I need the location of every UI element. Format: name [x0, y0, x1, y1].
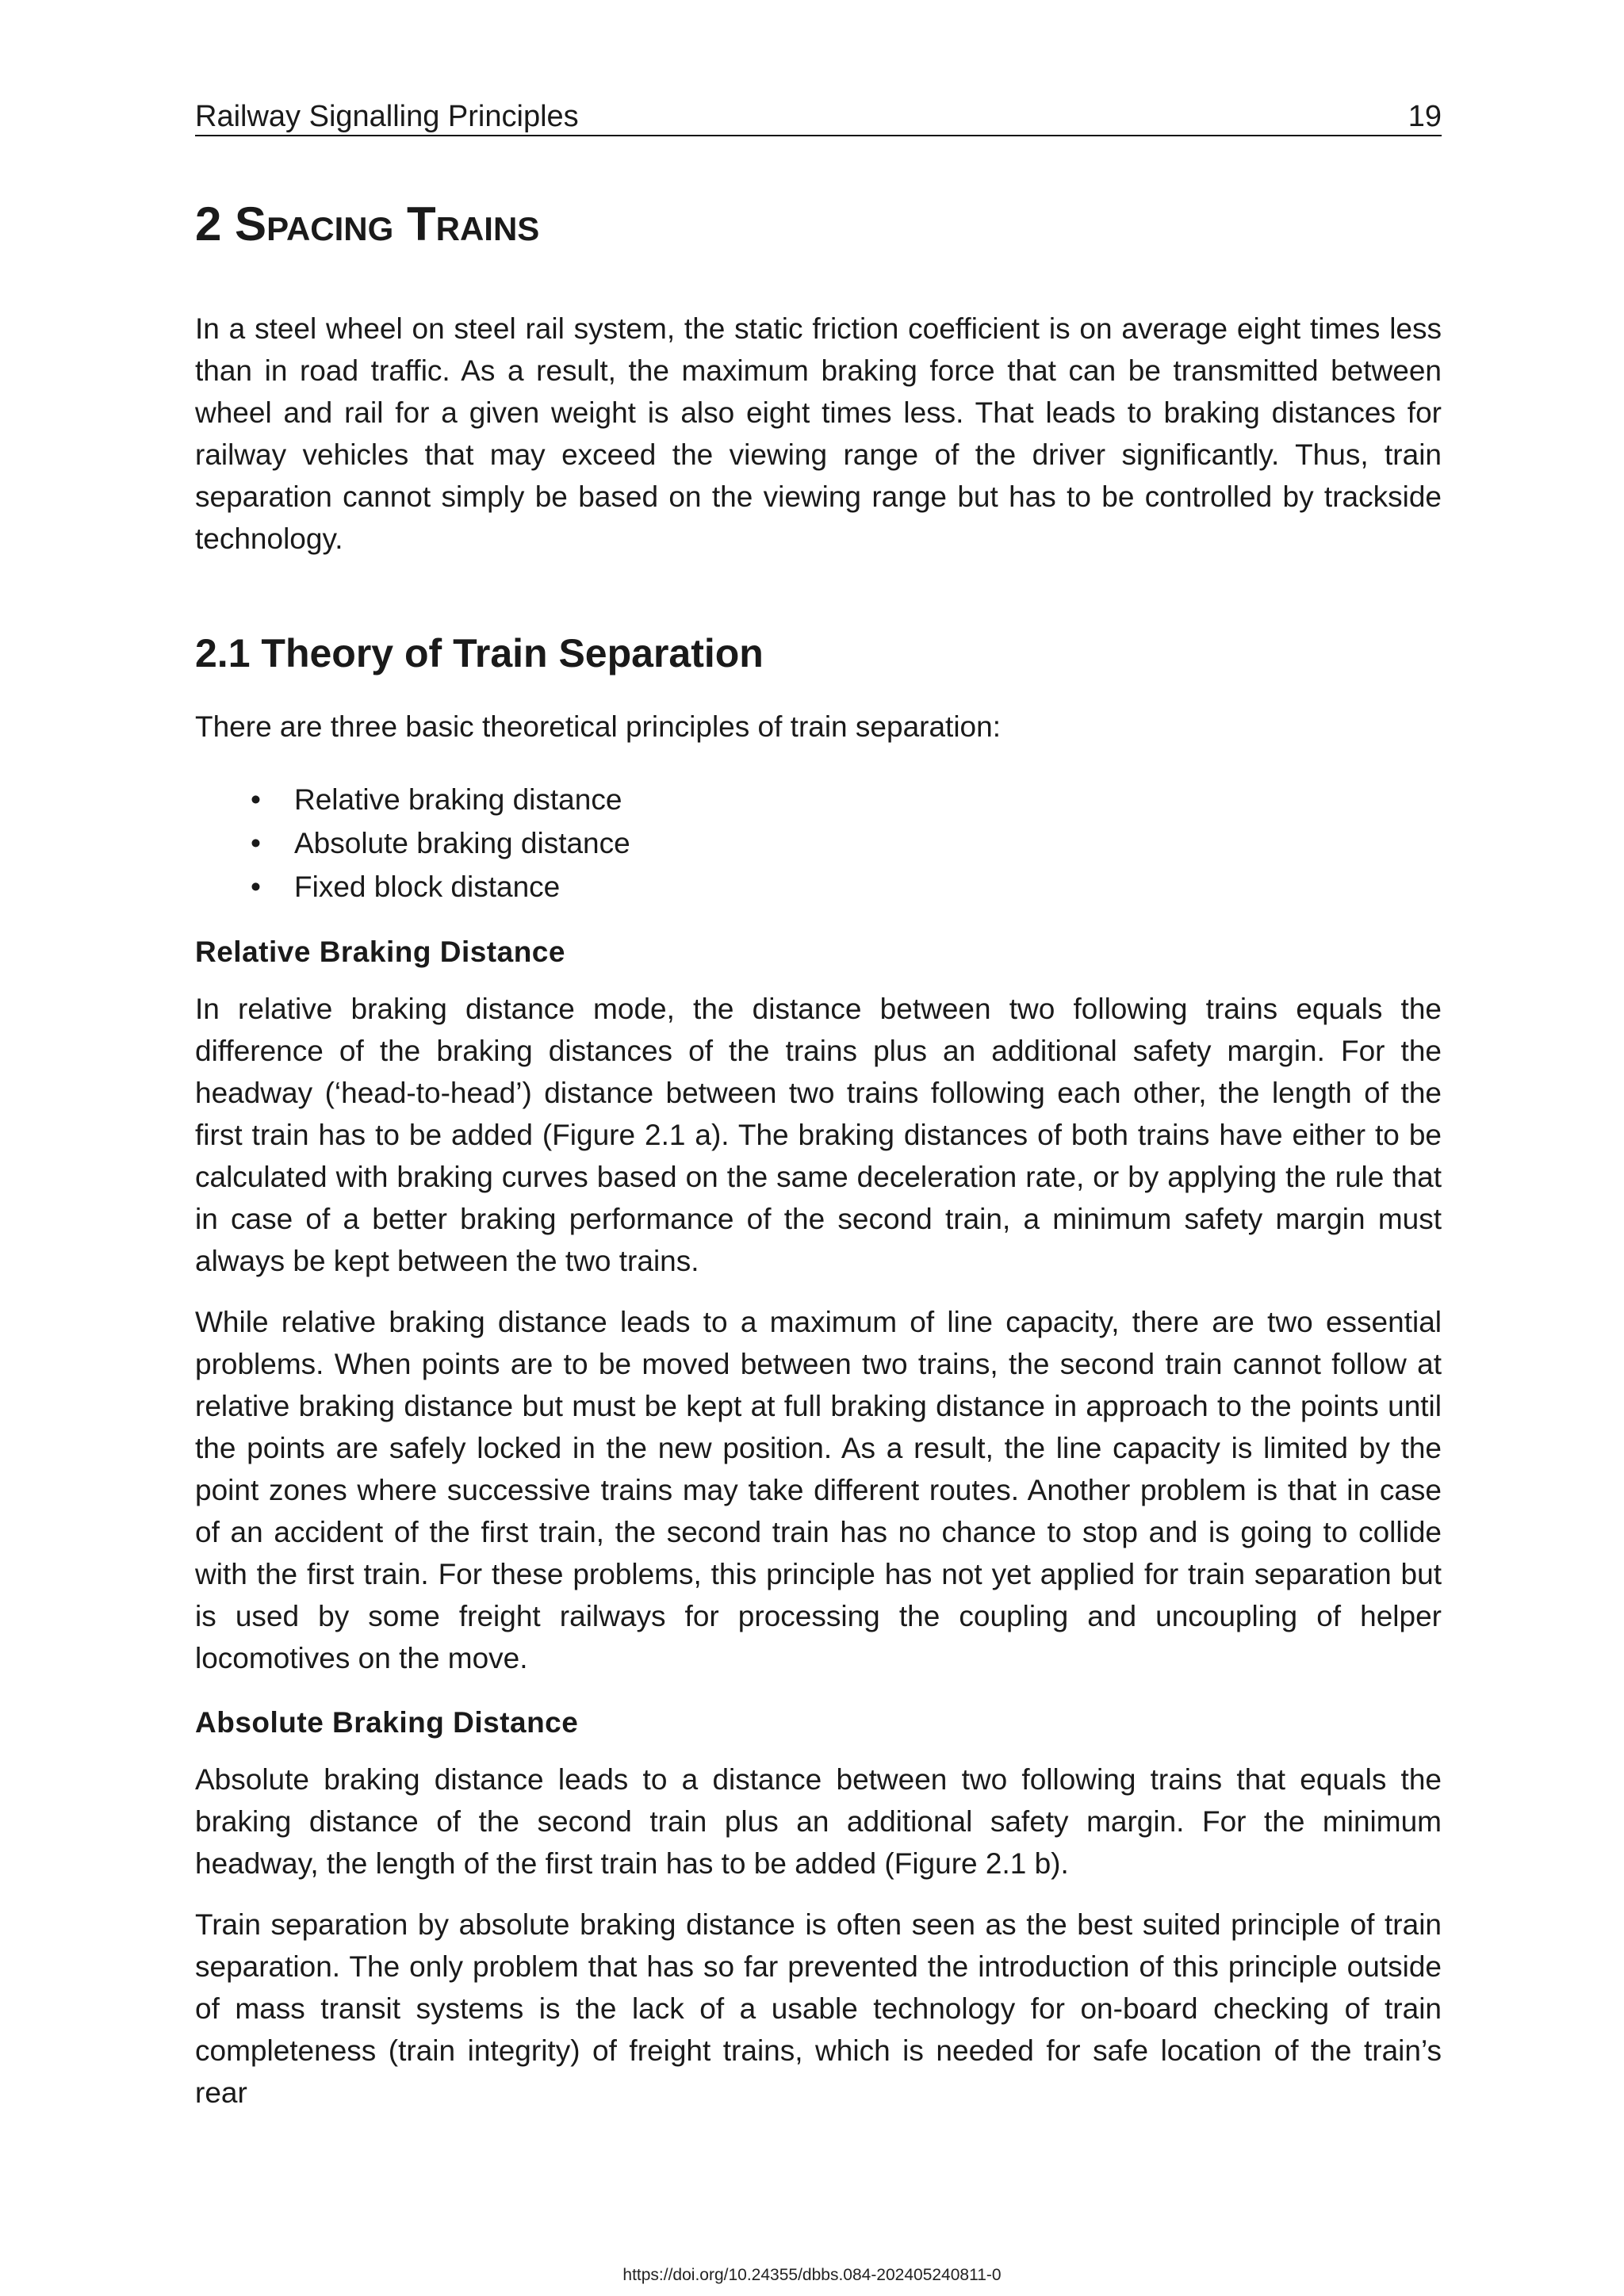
chapter-title-text: Spacing Trains	[235, 197, 540, 251]
relative-heading: Relative Braking Distance	[195, 936, 565, 968]
list-item-text: Fixed block distance	[294, 871, 561, 903]
bullet-icon: •	[251, 783, 261, 816]
list-item	[195, 821, 1442, 865]
absolute-heading: Absolute Braking Distance	[195, 1706, 579, 1739]
chapter-number: 2	[195, 197, 222, 251]
running-title: Railway Signalling Principles	[195, 100, 579, 133]
bullet-icon: •	[251, 827, 261, 859]
list-item	[195, 865, 1442, 909]
absolute-paragraph-1: Absolute braking distance leads to a distance between two following trains that equals the braking distance of the second train plus an additional safety margin. For the minimum headway, the length of the first train has to be added (Figure 2.1 b).	[195, 1763, 1442, 1880]
principles-list	[195, 778, 1442, 909]
doi-footer: https://doi.org/10.24355/dbbs.084-202405240811-0	[622, 2266, 1002, 2284]
bullet-icon: •	[251, 871, 261, 903]
section-lead: There are three basic theoretical principles of train separation:	[195, 710, 1001, 743]
body-text	[195, 308, 1442, 2114]
absolute-paragraph-2: Train separation by absolute braking distance is often seen as the best suited principle of train separation. The only problem that has so far prevented the introduction of this principle outside of mass transit systems is the lack of a usable technology for on-board checking of train completeness (train integrity) of freight trains, which is needed for safe location of the train’s rear	[195, 1908, 1442, 2109]
relative-paragraph-1: In relative braking distance mode, the distance between two following trains equals the difference of the braking distances of the trains plus an additional safety margin. For the headway (‘head-to-head’) distance between two trains following each other, the length of the first train has to be added (Figure 2.1 a). The braking distances of both trains have either to be calculated with braking curves based on the same deceleration rate, or by applying the rule that in case of a better braking performance of the second train, a minimum safety margin must always be kept between the two trains.	[195, 993, 1442, 1277]
list-item-text: Relative braking distance	[294, 783, 622, 816]
page-number: 19	[1408, 100, 1442, 133]
section-heading: 2.1 Theory of Train Separation	[195, 631, 764, 675]
list-item	[195, 778, 1442, 821]
list-item-text: Absolute braking distance	[294, 827, 630, 859]
running-header	[195, 97, 1442, 136]
chapter-title	[195, 197, 539, 252]
relative-paragraph-2: While relative braking distance leads to a maximum of line capacity, there are two essential problems. When points are to be moved between two trains, the second train cannot follow at relative braking distance but must be kept at full braking distance in approach to the points until the points are safely locked in the new position. As a result, the line capacity is limited by the point zones where successive trains may take different routes. Another problem is that in case of an accident of the first train, the second train has no chance to stop and is going to collide with the first train. For these problems, this principle has not yet applied for train separation but is used by some freight railways for processing the coupling and uncoupling of helper locomotives on the move.	[195, 1306, 1442, 1674]
intro-paragraph: In a steel wheel on steel rail system, the static friction coefficient is on average eight times less than in road traffic. As a result, the maximum braking force that can be transmitted between wheel and rail for a given weight is also eight times less. That leads to braking distances for railway vehicles that may exceed the viewing range of the driver significantly. Thus, train separation cannot simply be based on the viewing range but has to be controlled by trackside technology.	[195, 312, 1442, 555]
